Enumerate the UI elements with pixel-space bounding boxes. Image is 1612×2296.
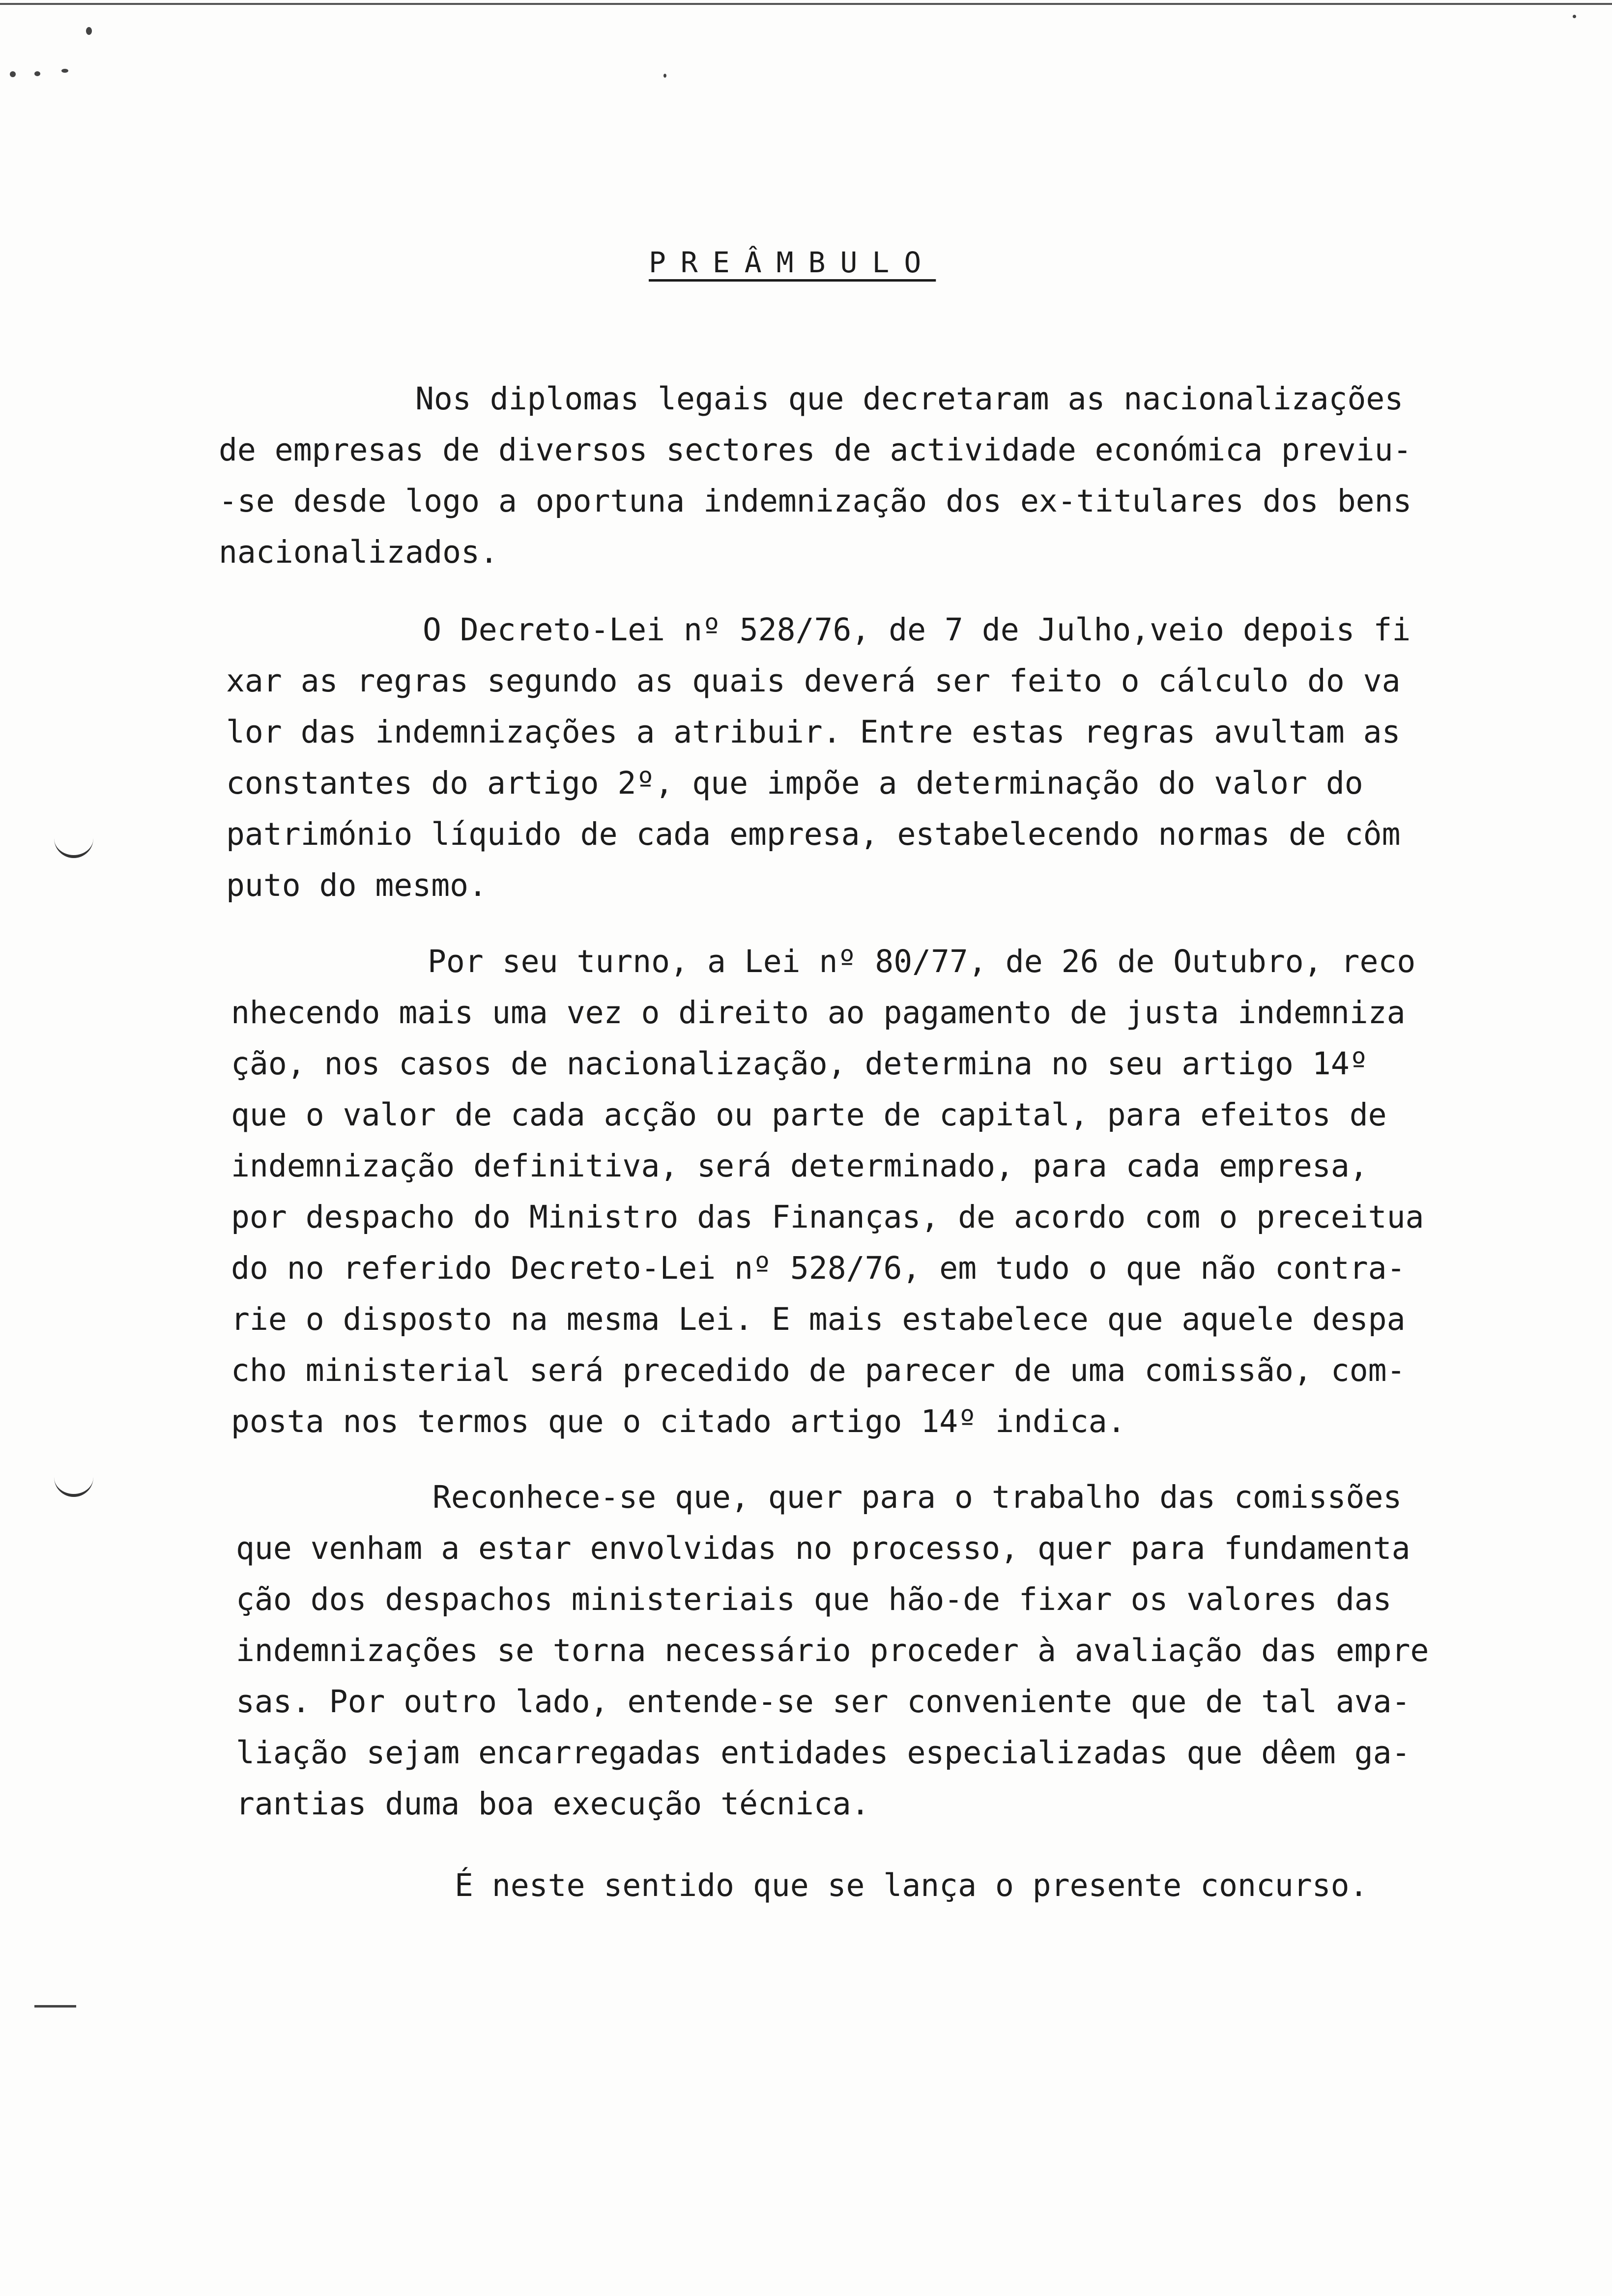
closing-sentence: É neste sentido que se lança o presente concurso. [455, 1867, 1368, 1903]
scan-speck [1573, 15, 1576, 18]
scan-speck [61, 69, 68, 73]
text-line: que venham a estar envolvidas no processo, quer para fundamenta [236, 1530, 1410, 1566]
text-line: puto do mesmo. [226, 867, 488, 903]
text-line: ção dos despachos ministeriais que hão-de fixar os valores das [236, 1581, 1392, 1617]
scan-speck [86, 27, 92, 35]
scan-speck [34, 71, 40, 76]
text-line: nacionalizados. [219, 534, 498, 570]
text-line: -se desde logo a oportuna indemnização dos ex-titulares dos bens [219, 483, 1412, 519]
text-line: por despacho do Ministro das Finanças, de acordo com o preceitua [231, 1199, 1424, 1235]
paragraph-4 [236, 1472, 1429, 1830]
text-line: O Decreto-Lei nº 528/76, de 7 de Julho,veio depois fi [423, 612, 1411, 648]
text-line: rantias duma boa execução técnica. [236, 1786, 870, 1822]
scan-margin-mark [54, 1474, 93, 1497]
text-line: lor das indemnizações a atribuir. Entre estas regras avultam as [226, 714, 1401, 750]
top-border-line [0, 3, 1612, 5]
text-line: que o valor de cada acção ou parte de capital, para efeitos de [231, 1097, 1387, 1133]
text-line: posta nos termos que o citado artigo 14º indica. [231, 1404, 1126, 1439]
text-line: nhecendo mais uma vez o direito ao pagamento de justa indemniza [231, 995, 1406, 1031]
text-line: património líquido de cada empresa, estabelecendo normas de côm [226, 816, 1401, 852]
text-line: sas. Por outro lado, entende-se ser conveniente que de tal ava- [236, 1684, 1410, 1720]
text-line: liação sejam encarregadas entidades especializadas que dêem ga- [236, 1735, 1410, 1771]
paragraph-2 [226, 604, 1410, 911]
text-line: indemnizações se torna necessário proceder à avaliação das empre [236, 1633, 1429, 1668]
scan-speck [663, 74, 666, 78]
scan-speck [10, 71, 16, 77]
text-line: indemnização definitiva, será determinado, para cada empresa, [231, 1148, 1368, 1184]
text-line: do no referido Decreto-Lei nº 528/76, em tudo o que não contra- [231, 1250, 1406, 1286]
text-line: xar as regras segundo as quais deverá ser feito o cálculo do va [226, 663, 1401, 699]
text-line: cho ministerial será precedido de parecer de uma comissão, com- [231, 1352, 1406, 1388]
text-line: de empresas de diversos sectores de actividade económica previu- [219, 432, 1412, 468]
paragraph-3 [231, 936, 1424, 1447]
text-line: constantes do artigo 2º, que impõe a determinação do valor do [226, 765, 1363, 801]
text-line: Nos diplomas legais que decretaram as nacionalizações [415, 381, 1404, 417]
paragraph-1 [219, 373, 1411, 578]
scan-margin-mark [34, 2005, 76, 2008]
document-title: PREÂMBULO [649, 246, 936, 279]
text-line: ção, nos casos de nacionalização, determina no seu artigo 14º [231, 1046, 1368, 1082]
scan-margin-mark [54, 835, 93, 858]
text-line: Por seu turno, a Lei nº 80/77, de 26 de Outubro, reco [428, 944, 1416, 979]
text-line: Reconhece-se que, quer para o trabalho das comissões [432, 1479, 1402, 1515]
text-line: rie o disposto na mesma Lei. E mais estabelece que aquele despa [231, 1301, 1406, 1337]
